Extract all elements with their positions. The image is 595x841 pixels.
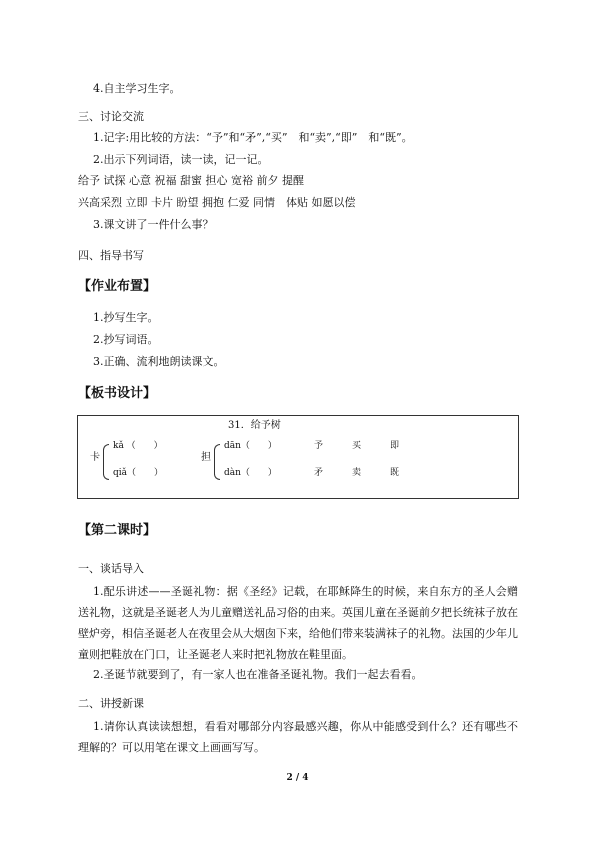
board-char-ka: 卡 [90, 452, 100, 463]
section-3-item-2: 2.出示下列词语，读一读，记一记。 [93, 153, 269, 166]
word-list-1: 给予 试探 心意 祝福 甜蜜 担心 宽裕 前夕 提醒 [78, 174, 304, 187]
board-design-heading: 【板书设计】 [78, 386, 157, 401]
board-ka-pinyin-1: kǎ （ ） [113, 441, 163, 451]
homework-item-1: 1.抄写生字。 [93, 311, 159, 324]
brace-ka [103, 444, 109, 480]
homework-heading: 【作业布置】 [78, 279, 157, 294]
board-dan-pinyin-1: dān（ ） [224, 441, 277, 451]
board-row1-char-3: 即 [390, 441, 400, 451]
section-3-item-1: 1.记字:用比较的方法：“予”和“矛”,“买” 和“卖”,“即” 和“既”。 [93, 131, 413, 144]
brace-dan [214, 444, 220, 480]
board-ka-pinyin-2: qiǎ（ ） [113, 468, 164, 478]
board-caption: 31．给予树 [228, 420, 281, 431]
section-4-title: 四、指导书写 [78, 249, 144, 262]
lesson-2-heading: 【第二课时】 [78, 523, 157, 538]
lesson-2-section-1: 一、谈话导入 [78, 562, 144, 575]
board-row1-char-1: 予 [314, 441, 324, 451]
board-row1-char-2: 买 [352, 441, 362, 451]
section-3-item-3: 3.课文讲了一件什么事？ [93, 218, 214, 231]
board-char-dan: 担 [201, 452, 211, 463]
lesson-2-section-2: 二、讲授新课 [78, 697, 144, 710]
page-number: 2 / 4 [286, 773, 309, 783]
section-3-title: 三、讨论交流 [78, 110, 144, 123]
intro-item-4: 4.自主学习生字。 [93, 82, 181, 95]
board-dan-pinyin-2: dàn（ ） [224, 468, 277, 478]
board-design-box [77, 415, 519, 499]
board-row2-char-3: 既 [390, 468, 400, 478]
homework-item-2: 2.抄写词语。 [93, 333, 159, 346]
lesson-2-paragraph-3: 1.请你认真读读想想，看看对哪部分内容最感兴趣，你从中能感受到什么？还有哪些不理解的？可以用笔在课文上画画写写。 [78, 720, 518, 754]
board-row2-char-2: 卖 [352, 468, 362, 478]
board-row2-char-1: 矛 [314, 468, 324, 478]
word-list-2: 兴高采烈 立即 卡片 盼望 拥抱 仁爱 同情 体贴 如愿以偿 [78, 196, 356, 209]
lesson-2-paragraph-2: 2.圣诞节就要到了，有一家人也在准备圣诞礼物。我们一起去看看。 [93, 668, 423, 681]
homework-item-3: 3.正确、流利地朗读课文。 [93, 355, 225, 368]
lesson-2-paragraph-1: 1.配乐讲述——圣诞礼物：据《圣经》记载，在耶稣降生的时候，来自东方的圣人会赠送礼物，这就是圣诞老人为儿童赠送礼品习俗的由来。英国儿童在圣诞前夕把长统袜子放在壁炉旁，相信圣诞老人在夜里会从大烟囱下来，给他们带来装满袜子的礼物。法国的少年儿童则把鞋放在门口，让圣诞老人来时把礼物放在鞋里面。 [78, 585, 518, 661]
